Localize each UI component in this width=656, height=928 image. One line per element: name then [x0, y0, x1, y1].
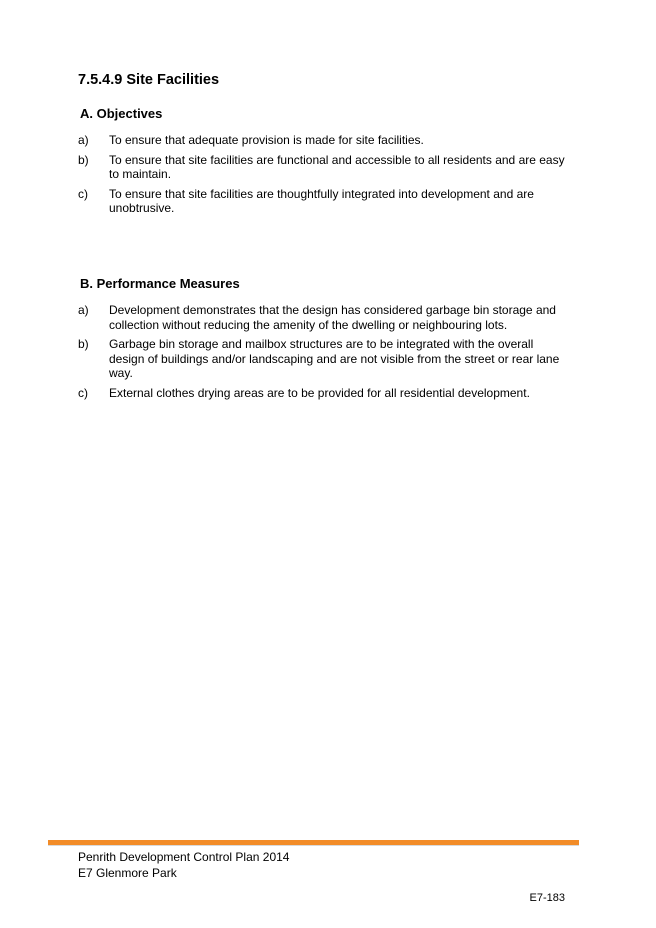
list-marker: c) [78, 385, 88, 400]
objectives-heading: A. Objectives [80, 106, 163, 121]
performance-measures-heading: B. Performance Measures [80, 276, 240, 291]
list-item [78, 303, 568, 332]
section-title: 7.5.4.9 Site Facilities [78, 72, 220, 88]
footer-section-name: E7 Glenmore Park [78, 866, 177, 880]
list-marker: b) [78, 337, 89, 352]
list-text: Garbage bin storage and mailbox structures are to be integrated with the overall design of buildings and/or landscaping and are not visible from the street or rear lane way. [109, 337, 560, 381]
list-item [78, 386, 568, 401]
objectives-list [78, 133, 568, 221]
page-number: E7-183 [529, 892, 565, 904]
list-marker: a) [78, 133, 89, 147]
list-text: To ensure that site facilities are functional and accessible to all residents and are easy to maintain. [109, 152, 565, 182]
list-marker: b) [78, 152, 89, 167]
footer-document-title: Penrith Development Control Plan 2014 [78, 850, 290, 864]
list-item [78, 187, 568, 216]
list-marker: c) [78, 186, 88, 201]
list-text: External clothes drying areas are to be provided for all residential development. [109, 385, 530, 400]
list-item [78, 133, 568, 148]
footer-divider [48, 840, 579, 846]
list-text: To ensure that site facilities are thoughtfully integrated into development and are unobtrusive. [109, 186, 534, 216]
list-text: To ensure that adequate provision is made for site facilities. [109, 133, 424, 147]
list-item [78, 337, 568, 381]
performance-measures-list [78, 303, 568, 406]
list-text: Development demonstrates that the design has considered garbage bin storage and collection without reducing the amenity of the dwelling or neighbouring lots. [109, 303, 556, 332]
list-item [78, 153, 568, 182]
list-marker: a) [78, 303, 89, 317]
